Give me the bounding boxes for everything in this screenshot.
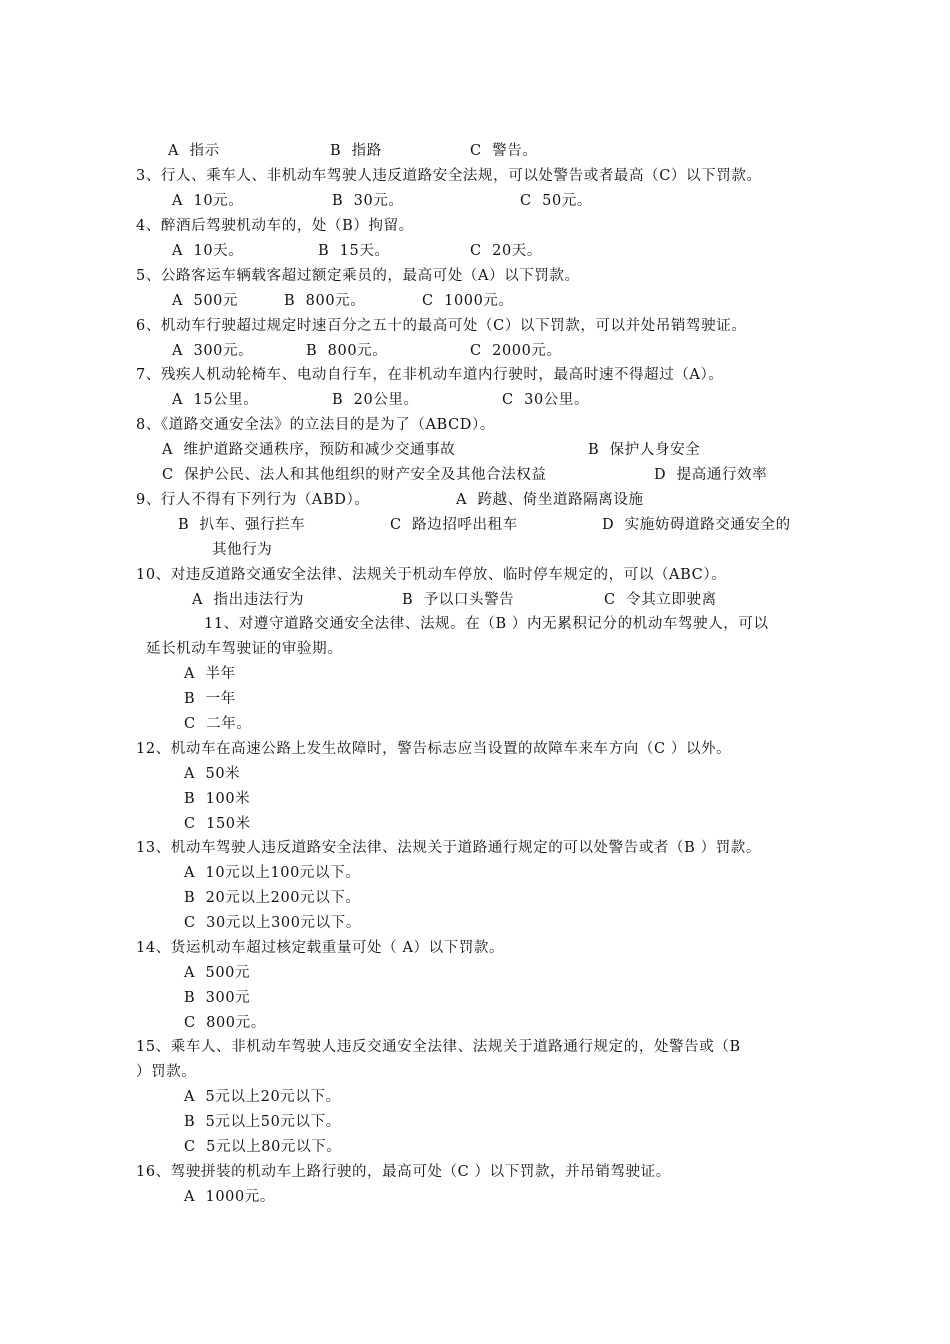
option-text: C 二年。 (184, 716, 252, 732)
question-text: ）罚款。 (136, 1064, 197, 1080)
option-text: A 300元。 (172, 343, 254, 359)
option-text: C 2000元。 (470, 343, 562, 359)
question-text: 3、行人、乘车人、非机动车驾驶人违反道路安全法规，可以处警告或者最高（C）以下罚款。 (136, 168, 762, 184)
question-text: 16、驾驶拼装的机动车上路行驶的，最高可处（C ）以下罚款，并吊销驾驶证。 (136, 1164, 671, 1180)
option-text: A 半年 (184, 666, 236, 682)
option-text: B 20公里。 (332, 392, 419, 408)
question-text: 10、对违反道路交通安全法律、法规关于机动车停放、临时停车规定的，可以（ABC）。 (136, 567, 727, 583)
option-text: C 警告。 (470, 143, 538, 159)
question-text: 15、乘车人、非机动车驾驶人违反交通安全法律、法规关于道路通行规定的，处警告或（B (136, 1039, 741, 1055)
option-text: B 30元。 (332, 193, 404, 209)
question-text: 5、公路客运车辆载客超过额定乘员的，最高可处（A）以下罚款。 (136, 268, 580, 284)
option-text: A 维护道路交通秩序，预防和减少交通事故 (162, 442, 456, 458)
option-text: C 令其立即驶离 (604, 592, 717, 608)
option-text: C 5元以上80元以下。 (184, 1139, 342, 1155)
option-text: A 跨越、倚坐道路隔离设施 (456, 492, 644, 508)
option-text: A 15公里。 (172, 392, 259, 408)
option-text: B 800元。 (306, 343, 388, 359)
option-text: B 100米 (184, 791, 251, 807)
option-text: C 30元以上300元以下。 (184, 915, 361, 931)
question-text: 13、机动车驾驶人违反道路安全法律、法规关于道路通行规定的可以处警告或者（B ）罚款。 (136, 840, 762, 856)
question-text: 9、行人不得有下列行为（ABD）。 (136, 492, 370, 508)
question-text: 4、醉酒后驾驶机动车的，处（B）拘留。 (136, 218, 414, 234)
option-text: C 50元。 (520, 193, 592, 209)
option-text: 其他行为 (212, 542, 273, 558)
question-text: 8、《道路交通安全法》的立法目的是为了（ABCD）。 (136, 417, 495, 433)
option-text: D 实施妨碍道路交通安全的 (602, 517, 791, 533)
option-text: A 1000元。 (184, 1189, 275, 1205)
option-text: B 300元 (184, 990, 251, 1006)
option-text: B 保护人身安全 (588, 442, 701, 458)
option-text: A 500元 (172, 293, 239, 309)
option-text: A 5元以上20元以下。 (184, 1089, 341, 1105)
option-text: B 800元。 (284, 293, 366, 309)
option-text: B 15天。 (318, 243, 390, 259)
question-text: 14、货运机动车超过核定载重量可处（ A）以下罚款。 (136, 940, 505, 956)
option-text: C 150米 (184, 816, 251, 832)
option-text: A 指出违法行为 (192, 592, 305, 608)
question-text: 12、机动车在高速公路上发生故障时，警告标志应当设置的故障车来车方向（C ）以外。 (136, 741, 732, 757)
question-text: 6、机动车行驶超过规定时速百分之五十的最高可处（C）以下罚款，可以并处吊销驾驶证。 (136, 318, 747, 334)
option-text: A 指示 (168, 143, 220, 159)
option-text: C 800元。 (184, 1015, 266, 1031)
option-text: A 10元。 (172, 193, 244, 209)
question-text: 11、对遵守道路交通安全法律、法规。在（B ）内无累积记分的机动车驾驶人，可以 (204, 616, 769, 632)
option-text: C 1000元。 (422, 293, 514, 309)
option-text: B 20元以上200元以下。 (184, 890, 361, 906)
option-text: A 50米 (184, 766, 241, 782)
option-text: B 指路 (330, 143, 382, 159)
option-text: B 予以口头警告 (402, 592, 515, 608)
option-text: A 10天。 (172, 243, 244, 259)
question-text: 延长机动车驾驶证的审验期。 (146, 641, 343, 657)
question-text: 7、残疾人机动轮椅车、电动自行车，在非机动车道内行驶时，最高时速不得超过（A）。 (136, 367, 724, 383)
option-text: B 5元以上50元以下。 (184, 1114, 341, 1130)
option-text: A 500元 (184, 965, 251, 981)
option-text: C 保护公民、法人和其他组织的财产安全及其他合法权益 (162, 467, 547, 483)
option-text: C 30公里。 (502, 392, 590, 408)
option-text: C 20天。 (470, 243, 542, 259)
option-text: B 扒车、强行拦车 (178, 517, 306, 533)
option-text: A 10元以上100元以下。 (184, 865, 361, 881)
option-text: B 一年 (184, 691, 236, 707)
option-text: C 路边招呼出租车 (390, 517, 518, 533)
option-text: D 提高通行效率 (654, 467, 768, 483)
